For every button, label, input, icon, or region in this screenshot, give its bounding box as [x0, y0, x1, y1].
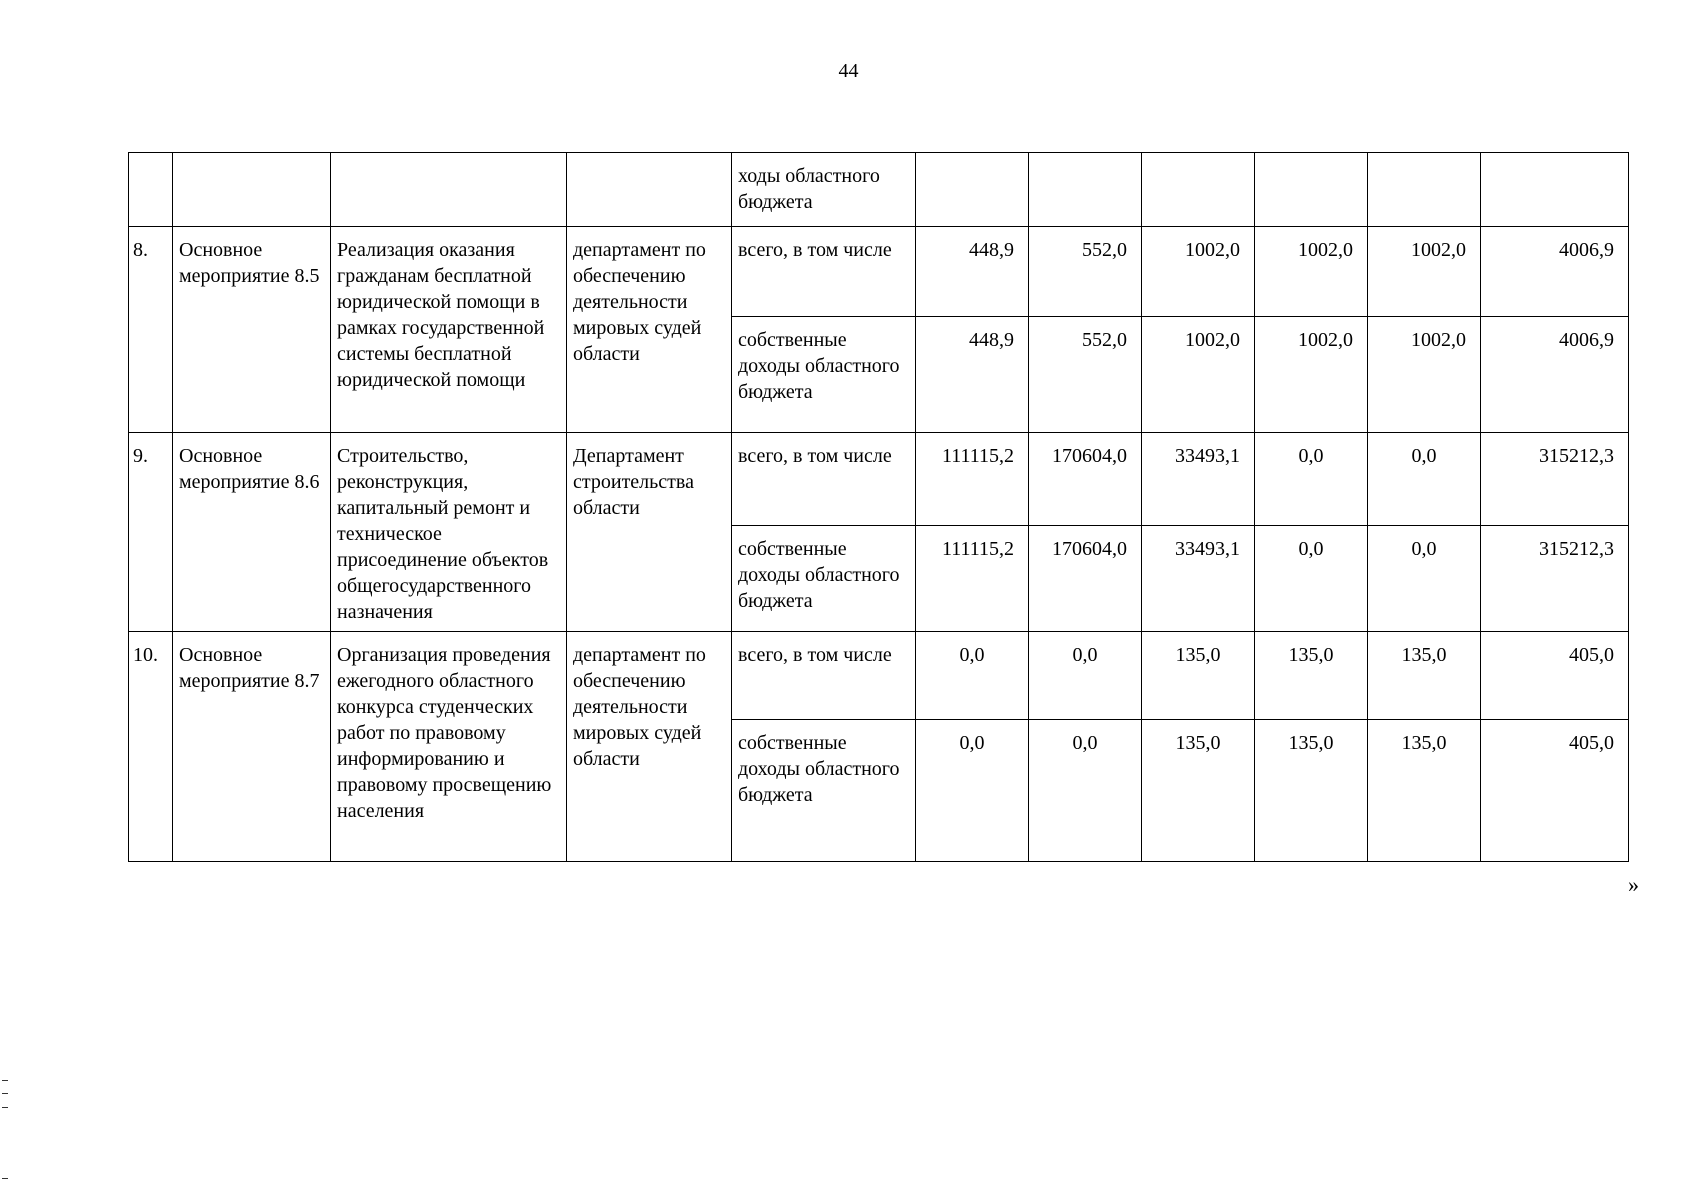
- cell-index: 8.: [129, 227, 173, 433]
- cell-value: 170604,0: [1029, 526, 1142, 632]
- cell-name: [331, 153, 567, 227]
- cell-source: собственные доходы областного бюджета: [732, 526, 916, 632]
- cell-activity: Основное мероприятие 8.5: [173, 227, 331, 433]
- cell-source: собственные доходы областного бюджета: [732, 317, 916, 433]
- cell-value: 170604,0: [1029, 433, 1142, 526]
- cell-executor: департамент по обеспечению деятельности мировых судей области: [567, 227, 732, 433]
- cell-value: 111115,2: [916, 433, 1029, 526]
- cell-value: 135,0: [1368, 720, 1481, 862]
- cell-activity: Основное мероприятие 8.7: [173, 632, 331, 862]
- cell-index: 9.: [129, 433, 173, 632]
- table-row: [129, 632, 1629, 720]
- cell-value: 0,0: [1255, 526, 1368, 632]
- cell-value: 448,9: [916, 317, 1029, 433]
- cell-value: 1002,0: [1142, 317, 1255, 433]
- cell-value: 1002,0: [1368, 227, 1481, 317]
- cell-value: [1142, 153, 1255, 227]
- cell-source: всего, в том числе: [732, 227, 916, 317]
- cell-value: 135,0: [1255, 720, 1368, 862]
- cell-value: 0,0: [1368, 433, 1481, 526]
- cell-total: [1481, 153, 1629, 227]
- closing-quote: »: [1628, 872, 1639, 897]
- cell-activity: [173, 153, 331, 227]
- cell-value: 0,0: [916, 632, 1029, 720]
- cell-activity: Основное мероприятие 8.6: [173, 433, 331, 632]
- cell-value: 1002,0: [1142, 227, 1255, 317]
- cell-total: 315212,3: [1481, 526, 1629, 632]
- cell-name: Реализация оказания гражданам бесплатной юридической помощи в рамках государственной системы бесплатной юридической помощи: [331, 227, 567, 433]
- cell-total: 405,0: [1481, 632, 1629, 720]
- cell-value: [1255, 153, 1368, 227]
- table-row: [129, 433, 1629, 526]
- cell-value: 33493,1: [1142, 433, 1255, 526]
- cell-value: 552,0: [1029, 227, 1142, 317]
- cell-source: всего, в том числе: [732, 632, 916, 720]
- cell-value: 448,9: [916, 227, 1029, 317]
- cell-executor: Департамент строительства области: [567, 433, 732, 632]
- cell-executor: департамент по обеспечению деятельности мировых судей области: [567, 632, 732, 862]
- cell-value: 111115,2: [916, 526, 1029, 632]
- cell-value: 135,0: [1255, 632, 1368, 720]
- cell-value: 135,0: [1142, 720, 1255, 862]
- cell-value: 552,0: [1029, 317, 1142, 433]
- cell-value: 135,0: [1368, 632, 1481, 720]
- table-row-continued: [129, 153, 1629, 227]
- cell-total: 315212,3: [1481, 433, 1629, 526]
- cell-total: 4006,9: [1481, 227, 1629, 317]
- cell-source: всего, в том числе: [732, 433, 916, 526]
- cell-value: 0,0: [1029, 632, 1142, 720]
- cell-index: [129, 153, 173, 227]
- cell-value: [1368, 153, 1481, 227]
- cell-value: 1002,0: [1255, 317, 1368, 433]
- cell-name: Строительство, реконструкция, капитальный ремонт и техническое присоединение объектов общегосударственного назначения: [331, 433, 567, 632]
- cell-executor: [567, 153, 732, 227]
- page-number: 44: [838, 60, 859, 82]
- cell-index: 10.: [129, 632, 173, 862]
- cell-value: 135,0: [1142, 632, 1255, 720]
- cell-value: 0,0: [1255, 433, 1368, 526]
- cell-value: 0,0: [1368, 526, 1481, 632]
- scan-margin-mark: [2, 1080, 8, 1108]
- cell-name: Организация проведения ежегодного областного конкурса студенческих работ по правовому информированию и правовому просвещению населения: [331, 632, 567, 862]
- cell-source: ходы областного бюджета: [732, 153, 916, 227]
- cell-value: 0,0: [1029, 720, 1142, 862]
- cell-total: 405,0: [1481, 720, 1629, 862]
- cell-total: 4006,9: [1481, 317, 1629, 433]
- budget-table: [128, 152, 1629, 862]
- cell-value: 33493,1: [1142, 526, 1255, 632]
- cell-value: [1029, 153, 1142, 227]
- cell-value: 1002,0: [1368, 317, 1481, 433]
- cell-value: 0,0: [916, 720, 1029, 862]
- table-row: [129, 227, 1629, 317]
- cell-value: 1002,0: [1255, 227, 1368, 317]
- cell-source: собственные доходы областного бюджета: [732, 720, 916, 862]
- scan-margin-mark: [2, 1178, 8, 1179]
- cell-value: [916, 153, 1029, 227]
